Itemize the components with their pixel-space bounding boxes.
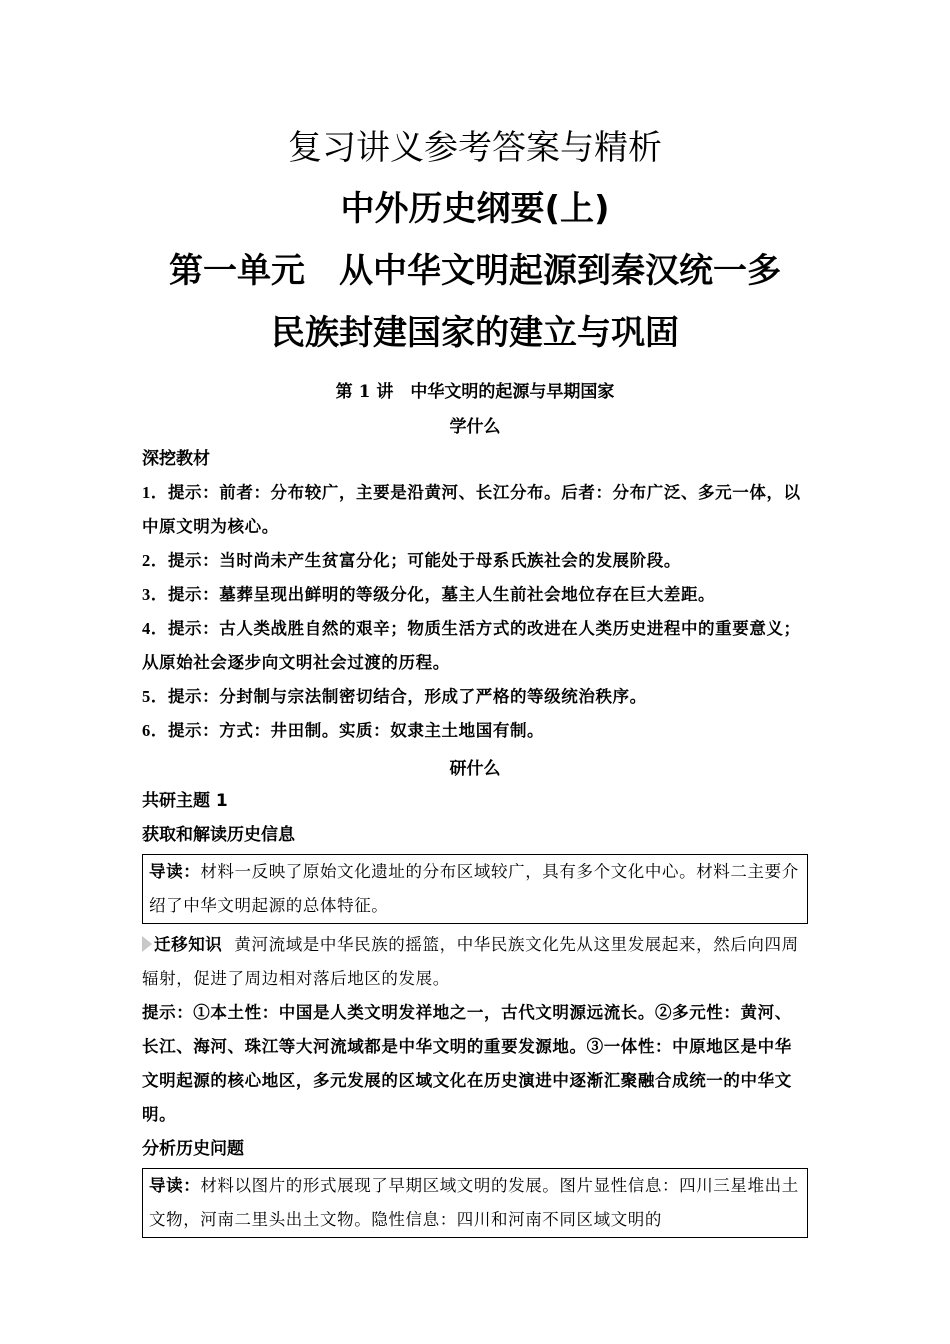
answer-number: 1． [142,483,168,502]
answer-number: 4． [142,619,168,638]
guide-label: 导读： [149,1176,201,1195]
answer-number: 2． [142,551,168,570]
guide-label: 导读： [149,862,201,881]
transfer-text: 黄河流域是中华民族的摇篮，中华民族文化先从这里发展起来，然后向四周辐射，促进了周边相对落后地区的发展。 [142,935,799,988]
answer-number: 5． [142,687,168,706]
unit-title-line-2: 民族封建国家的建立与巩固 [271,313,679,353]
answer-item-3 [142,578,808,612]
section-heading-learn: 学什么 [449,417,501,437]
unit-title-line-1: 第一单元 从中华文明起源到秦汉统一多 [169,251,781,291]
answer-number: 6． [142,721,168,740]
triangle-marker-icon [142,936,152,952]
answer-item-1 [142,476,808,544]
answer-text: 提示：当时尚未产生贫富分化；可能处于母系氏族社会的发展阶段。 [167,551,681,570]
hint-paragraph: 提示：①本土性：中国是人类文明发祥地之一，古代文明源远流长。②多元性：黄河、长江、海河、珠江等大河流域都是中华文明的重要发源地。③一体性：中原地区是中华文明起源的核心地区，多元发展的区域文化在历史演进中逐渐汇聚融合成统一的中华文明。 [142,1003,792,1124]
document-content [142,118,808,1242]
answer-list [142,476,808,748]
transfer-knowledge [142,928,808,996]
part1-heading: 获取和解读历史信息 [142,825,295,845]
part2-heading: 分析历史问题 [142,1139,244,1159]
topic-heading: 共研主题 1 [142,791,228,811]
sub-heading-textbook: 深挖教材 [142,449,210,469]
guide-box-1 [142,854,808,924]
answer-item-5 [142,680,808,714]
answer-text: 提示：前者：分布较广，主要是沿黄河、长江分布。后者：分布广泛、多元一体，以中原文明为核心。 [142,483,801,536]
answer-item-4 [142,612,808,680]
answer-text: 提示：分封制与宗法制密切结合，形成了严格的等级统治秩序。 [167,687,647,706]
answer-number: 3． [142,585,168,604]
answer-item-2 [142,544,808,578]
answer-text: 提示：古人类战胜自然的艰辛；物质生活方式的改进在人类历史进程中的重要意义；从原始社会逐步向文明社会过渡的历程。 [142,619,801,672]
section-heading-study: 研什么 [449,759,501,779]
guide-text: 材料以图片的形式展现了早期区域文明的发展。图片显性信息：四川三星堆出土文物，河南二里头出土文物。隐性信息：四川和河南不同区域文明的 [149,1176,799,1229]
document-title: 复习讲义参考答案与精析 [288,128,662,168]
lecture-title: 第 1 讲 中华文明的起源与早期国家 [335,382,615,402]
transfer-label: 迁移知识 [154,935,223,954]
book-title: 中外历史纲要(上) [340,189,610,229]
guide-text: 材料一反映了原始文化遗址的分布区域较广，具有多个文化中心。材料二主要介绍了中华文明起源的总体特征。 [149,862,799,915]
guide-box-2 [142,1168,808,1238]
answer-text: 提示：方式：井田制。实质：奴隶主土地国有制。 [167,721,545,740]
answer-text: 提示：墓葬呈现出鲜明的等级分化，墓主人生前社会地位存在巨大差距。 [167,585,716,604]
answer-item-6 [142,714,808,748]
